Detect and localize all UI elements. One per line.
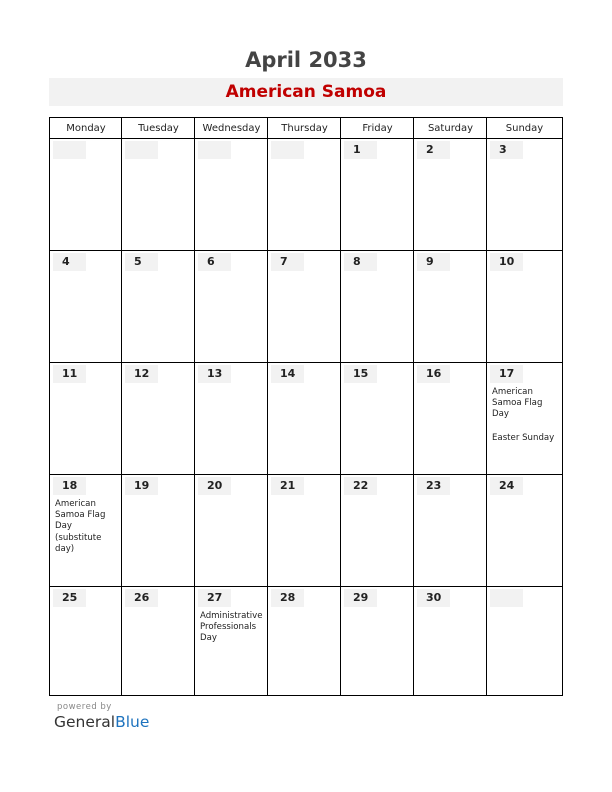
weekday-header-sunday: Sunday [487,118,562,139]
weekday-header-tuesday: Tuesday [122,118,195,139]
day-cell[interactable] [487,251,562,363]
day-number: 23 [417,477,450,495]
day-number: 22 [344,477,377,495]
day-cell[interactable] [122,587,195,695]
day-cell[interactable] [268,475,341,587]
day-cell[interactable] [50,139,122,251]
region-label: American Samoa [225,82,387,102]
day-number: 20 [198,477,231,495]
day-number: 9 [417,253,450,271]
day-cell[interactable] [50,363,122,475]
day-number: 15 [344,365,377,383]
holiday-event: American Samoa Flag Day (substitute day) [55,499,106,554]
day-cell[interactable] [268,251,341,363]
page-title: April 2033 [245,48,367,72]
generalblue-logo[interactable] [54,713,149,731]
day-number: 7 [271,253,304,271]
day-number: 5 [125,253,158,271]
day-number: 17 [490,365,523,383]
calendar-grid [49,117,563,696]
day-cell[interactable] [122,139,195,251]
day-cell[interactable] [414,251,487,363]
weekday-header-thursday: Thursday [268,118,341,139]
holiday-event: Administrative Professionals Day [200,611,263,644]
day-number: 1 [344,141,377,159]
day-cell[interactable] [341,139,414,251]
day-number [198,141,231,159]
day-number: 3 [490,141,523,159]
logo-general: General [54,713,116,731]
day-cell[interactable] [414,363,487,475]
day-cell[interactable] [122,363,195,475]
day-number [490,589,523,607]
day-number: 2 [417,141,450,159]
day-number: 4 [53,253,86,271]
day-cell[interactable] [195,587,268,695]
weekday-header-saturday: Saturday [414,118,487,139]
day-cell[interactable] [414,475,487,587]
day-cell[interactable] [195,363,268,475]
day-number [125,141,158,159]
day-cell[interactable] [268,139,341,251]
day-cell[interactable] [195,475,268,587]
day-number: 25 [53,589,86,607]
day-cell[interactable] [50,251,122,363]
day-number: 18 [53,477,86,495]
day-cell[interactable] [487,475,562,587]
logo-blue: Blue [115,713,150,731]
day-cell[interactable] [268,363,341,475]
day-number: 13 [198,365,231,383]
day-number: 14 [271,365,304,383]
day-number: 28 [271,589,304,607]
day-cell[interactable] [122,475,195,587]
day-cell[interactable] [50,587,122,695]
day-cell[interactable] [195,251,268,363]
day-cell[interactable] [341,475,414,587]
day-number: 11 [53,365,86,383]
day-number [271,141,304,159]
powered-by-text: powered by [57,702,112,712]
holiday-event: American Samoa Flag Day [492,387,543,420]
day-cell[interactable] [414,139,487,251]
day-number: 29 [344,589,377,607]
day-cell[interactable] [487,363,562,475]
weekday-header-wednesday: Wednesday [195,118,268,139]
day-cell[interactable] [341,587,414,695]
day-cell[interactable] [268,587,341,695]
day-cell[interactable] [487,587,562,695]
day-cell[interactable] [50,475,122,587]
day-cell[interactable] [195,139,268,251]
day-number [53,141,86,159]
day-number: 16 [417,365,450,383]
day-cell[interactable] [341,363,414,475]
day-number: 12 [125,365,158,383]
day-number: 10 [490,253,523,271]
day-number: 19 [125,477,158,495]
day-cell[interactable] [414,587,487,695]
day-cell[interactable] [341,251,414,363]
weekday-header-monday: Monday [50,118,122,139]
region-banner [49,78,563,106]
holiday-event: Easter Sunday [492,433,555,443]
day-number: 27 [198,589,231,607]
day-cell[interactable] [487,139,562,251]
day-number: 24 [490,477,523,495]
day-number: 26 [125,589,158,607]
weekday-header-friday: Friday [341,118,414,139]
day-number: 8 [344,253,377,271]
day-number: 6 [198,253,231,271]
day-number: 21 [271,477,304,495]
day-cell[interactable] [122,251,195,363]
day-number: 30 [417,589,450,607]
